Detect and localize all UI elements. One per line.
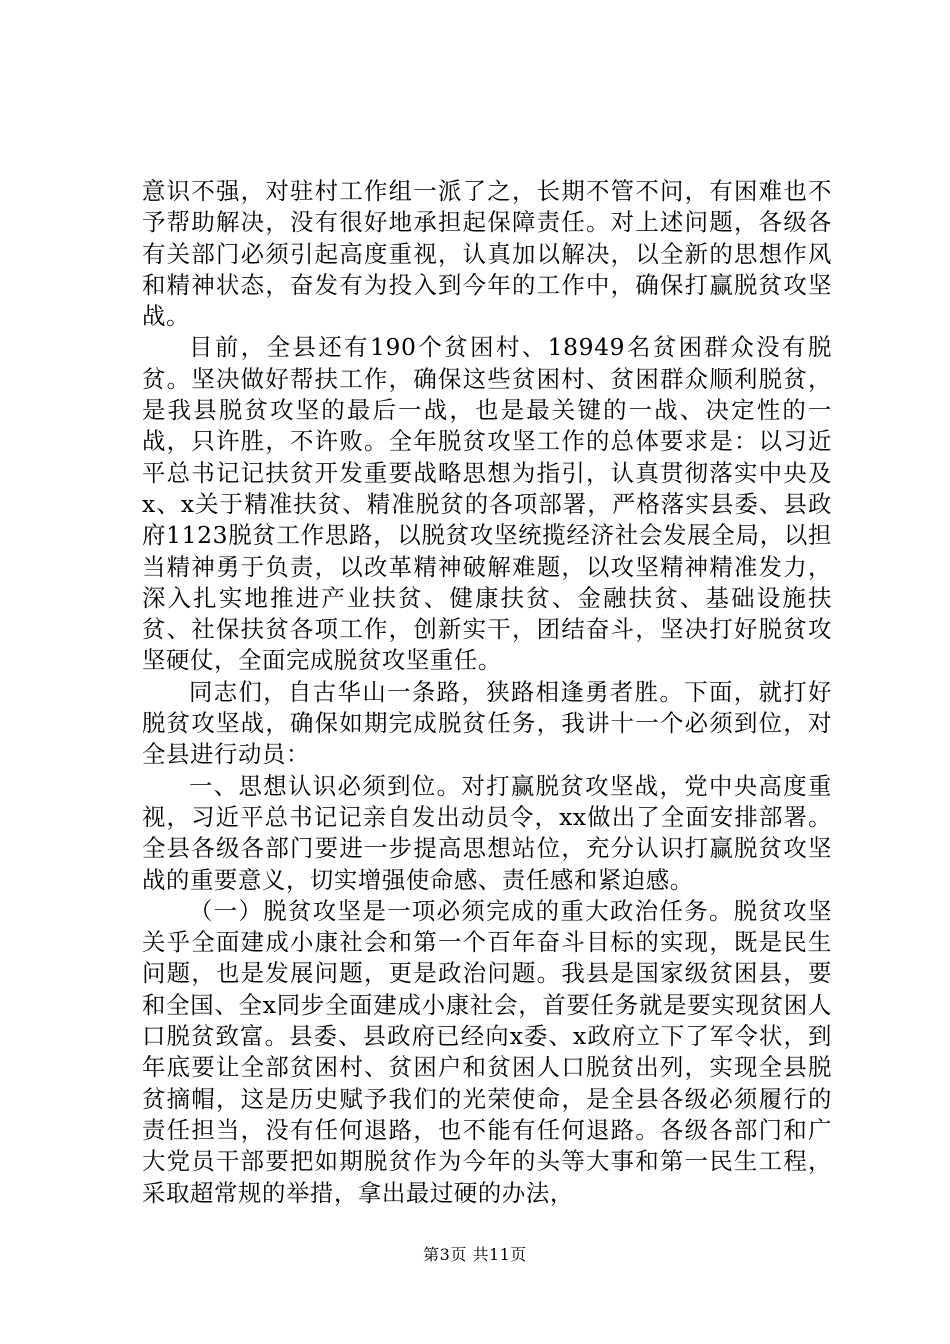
- document-body: [142, 176, 832, 1209]
- paragraph-subsection-one: （一）脱贫攻坚是一项必须完成的重大政治任务。脱贫攻坚关乎全面建成小康社会和第一个百年奋斗目标的实现，既是民生问题，也是发展问题，更是政治问题。我县是国家级贫困县，要和全国、全x同步全面建成小康社会，首要任务就是要实现贫困人口脱贫致富。县委、县政府已经向x委、x政府立下了军令状，到年底要让全部贫困村、贫困户和贫困人口脱贫出列，实现全县脱贫摘帽，这是历史赋予我们的光荣使命，是全县各级必须履行的责任担当，没有任何退路，也不能有任何退路。各级各部门和广大党员干部要把如期脱贫作为今年的头等大事和第一民生工程，采取超常规的举措，拿出最过硬的办法，: [142, 896, 832, 1207]
- page-footer: 第3页 共11页: [423, 1245, 527, 1264]
- paragraph-section-one: 一、思想认识必须到位。对打赢脱贫攻坚战，党中央高度重视，习近平总书记记亲自发出动员令，xx做出了全面安排部署。全县各级各部门要进一步提高思想站位，充分认识打赢脱贫攻坚战的重要意义，切实增强使命感、责任感和紧迫感。: [142, 771, 832, 894]
- paragraph-overview: 目前，全县还有190个贫困村、18949名贫困群众没有脱贫。坚决做好帮扶工作，确保这些贫困村、贫困群众顺利脱贫，是我县脱贫攻坚的最后一战，也是最关键的一战、决定性的一战，只许胜，不许败。全年脱贫攻坚工作的总体要求是：以习近平总书记记扶贫开发重要战略思想为指引，认真贯彻落实中央及x、x关于精准扶贫、精准脱贫的各项部署，严格落实县委、县政府1123脱贫工作思路，以脱贫攻坚统揽经济社会发展全局，以担当精神勇于负责，以改革精神破解难题，以攻坚精神精准发力，深入扎实地推进产业扶贫、健康扶贫、金融扶贫、基础设施扶贫、社保扶贫各项工作，创新实干，团结奋斗，坚决打好脱贫攻坚硬仗，全面完成脱贫攻坚重任。: [142, 333, 832, 675]
- paragraph-mobilization: 同志们，自古华山一条路，狭路相逢勇者胜。下面，就打好脱贫攻坚战，确保如期完成脱贫任务，我讲十一个必须到位，对全县进行动员：: [142, 677, 832, 769]
- paragraph-continuation: 意识不强，对驻村工作组一派了之，长期不管不问，有困难也不予帮助解决，没有很好地承担起保障责任。对上述问题，各级各有关部门必须引起高度重视，认真加以解决，以全新的思想作风和精神状态，奋发有为投入到今年的工作中，确保打赢脱贫攻坚战。: [142, 177, 832, 331]
